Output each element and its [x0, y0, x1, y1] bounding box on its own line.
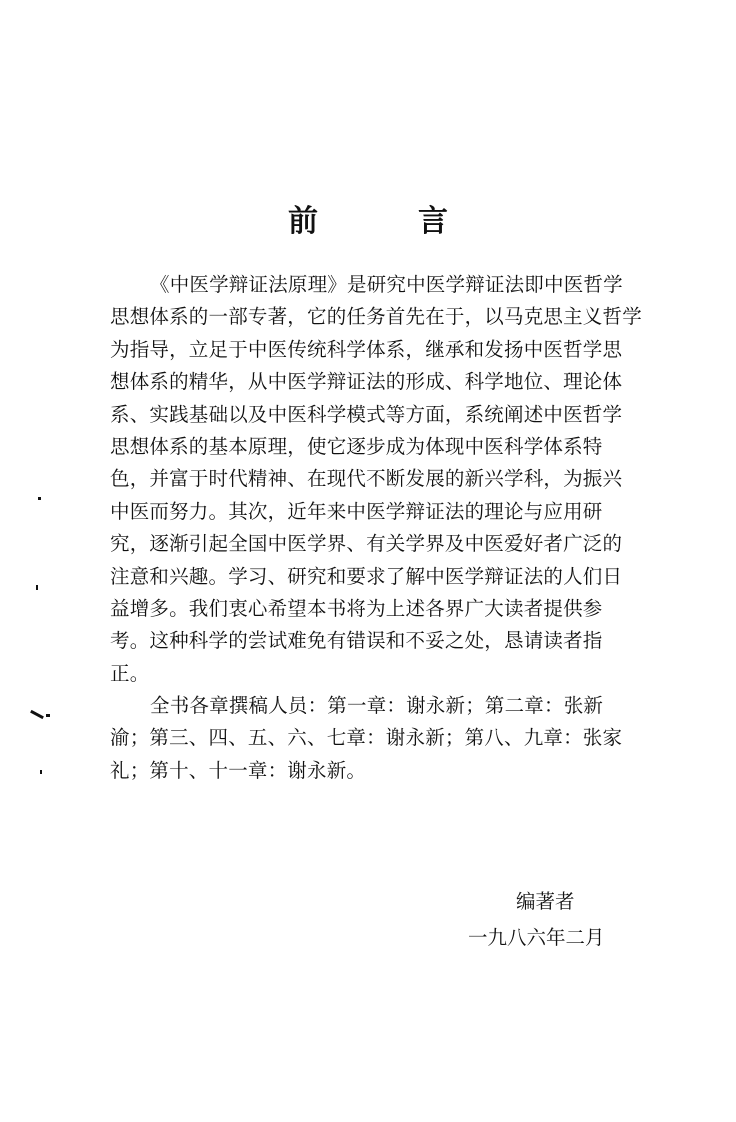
paragraph-line: 正。 — [110, 661, 150, 685]
paragraph-line: 究，逐渐引起全国中医学界、有关学界及中医爱好者广泛的 — [110, 532, 623, 556]
paragraph-line: 思想体系的基本原理，使它逐步成为体现中医科学体系特 — [110, 434, 603, 458]
paragraph-line: 礼；第十、十一章：谢永新。 — [110, 758, 367, 782]
title-char-1: 前 — [288, 204, 318, 239]
paragraph-line: 系、实践基础以及中医科学模式等方面，系统阐述中医哲学 — [110, 402, 623, 426]
preface-body — [110, 269, 695, 787]
paragraph-line: 色，并富于时代精神、在现代不断发展的新兴学科，为振兴 — [110, 467, 623, 491]
page-title — [0, 196, 736, 240]
signature-date: 一九八六年二月 — [468, 926, 605, 949]
paragraph-line: 中医而努力。其次，近年来中医学辩证法的理论与应用研 — [110, 499, 603, 523]
scan-mark — [38, 497, 41, 500]
title-char-2: 言 — [418, 204, 448, 239]
paragraph-line: 益增多。我们衷心希望本书将为上述各界广大读者提供参 — [110, 596, 603, 620]
paragraph-line: 考。这种科学的尝试难免有错误和不妥之处，恳请读者指 — [110, 629, 603, 653]
paragraph-line: 为指导，立足于中医传统科学体系，继承和发扬中医哲学思 — [110, 337, 623, 361]
paragraph-line: 全书各章撰稿人员：第一章：谢永新；第二章：张新 — [150, 694, 604, 718]
scan-mark — [36, 585, 38, 590]
paragraph-line: 思想体系的一部专著，它的任务首先在于，以马克思主义哲学 — [110, 305, 642, 329]
scan-mark — [40, 770, 42, 774]
signature-author: 编著者 — [516, 890, 575, 913]
scan-mark — [30, 710, 44, 719]
scan-mark — [46, 714, 50, 717]
paragraph-line: 注意和兴趣。学习、研究和要求了解中医学辩证法的人们日 — [110, 564, 623, 588]
paragraph-line: 想体系的精华，从中医学辩证法的形成、科学地位、理论体 — [110, 370, 623, 394]
paragraph-line: 渝；第三、四、五、六、七章：谢永新；第八、九章：张家 — [110, 726, 623, 750]
signature-block — [468, 884, 668, 956]
paragraph-line: 《中医学辩证法原理》是研究中医学辩证法即中医哲学 — [150, 273, 623, 296]
